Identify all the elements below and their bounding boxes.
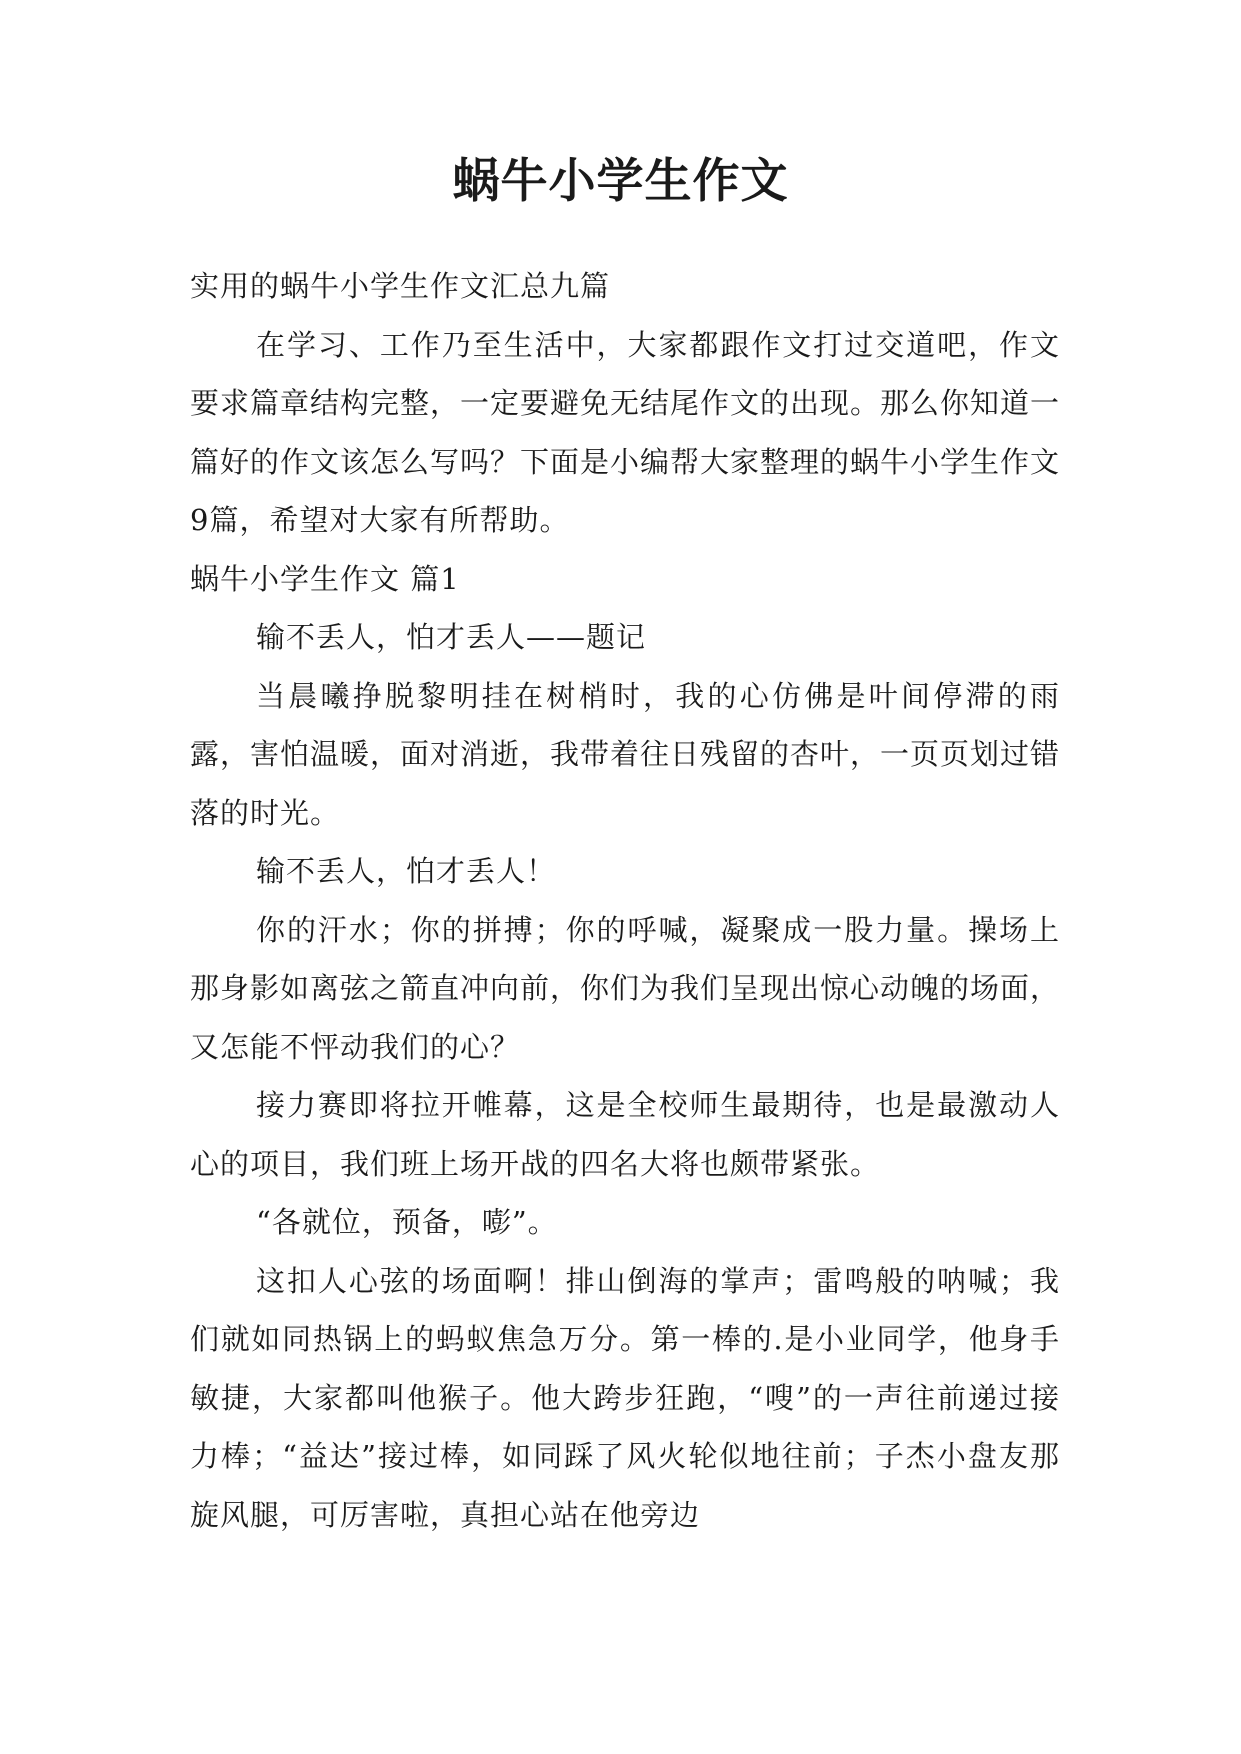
body-paragraph: 接力赛即将拉开帷幕，这是全校师生最期待，也是最激动人心的项目，我们班上场开战的四名大将也颇带紧张。 xyxy=(190,1088,1060,1181)
section-heading: 蜗牛小学生作文 篇1 xyxy=(190,561,460,596)
body-paragraph: 这扣人心弦的场面啊！排山倒海的掌声；雷鸣般的呐喊；我们就如同热锅上的蚂蚁焦急万分。第一棒的.是小业同学，他身手敏捷，大家都叫他猴子。他大跨步狂跑，“嗖”的一声往前递过接力棒；“益达”接过棒，如同踩了风火轮似地往前；子杰小盘友那旋风腿，可厉害啦，真担心站在他旁边 xyxy=(190,1263,1060,1532)
body-paragraph: 输不丢人，怕才丢人！ xyxy=(256,854,557,888)
epigraph: 输不丢人，怕才丢人——题记 xyxy=(256,620,647,654)
body-paragraph: 你的汗水；你的拼搏；你的呼喊，凝聚成一股力量。操场上那身影如离弦之箭直冲向前，你们为我们呈现出惊心动魄的场面，又怎能不怦动我们的心？ xyxy=(190,912,1061,1064)
document-title: 蜗牛小学生作文 xyxy=(452,154,789,209)
document-body xyxy=(190,257,1060,1544)
body-paragraph: 当晨曦挣脱黎明挂在树梢时，我的心仿佛是叶间停滞的雨露，害怕温暖，面对消逝，我带着往日残留的杏叶，一页页划过错落的时光。 xyxy=(190,678,1061,830)
intro-paragraph: 在学习、工作乃至生活中，大家都跟作文打过交道吧，作文要求篇章结构完整，一定要避免无结尾作文的出现。那么你知道一篇好的作文该怎么写吗？下面是小编帮大家整理的蜗牛小学生作文9篇，希望对大家有所帮助。 xyxy=(190,327,1061,537)
document-subtitle: 实用的蜗牛小学生作文汇总九篇 xyxy=(190,269,611,303)
body-paragraph: “各就位，预备，嘭”。 xyxy=(256,1205,558,1239)
